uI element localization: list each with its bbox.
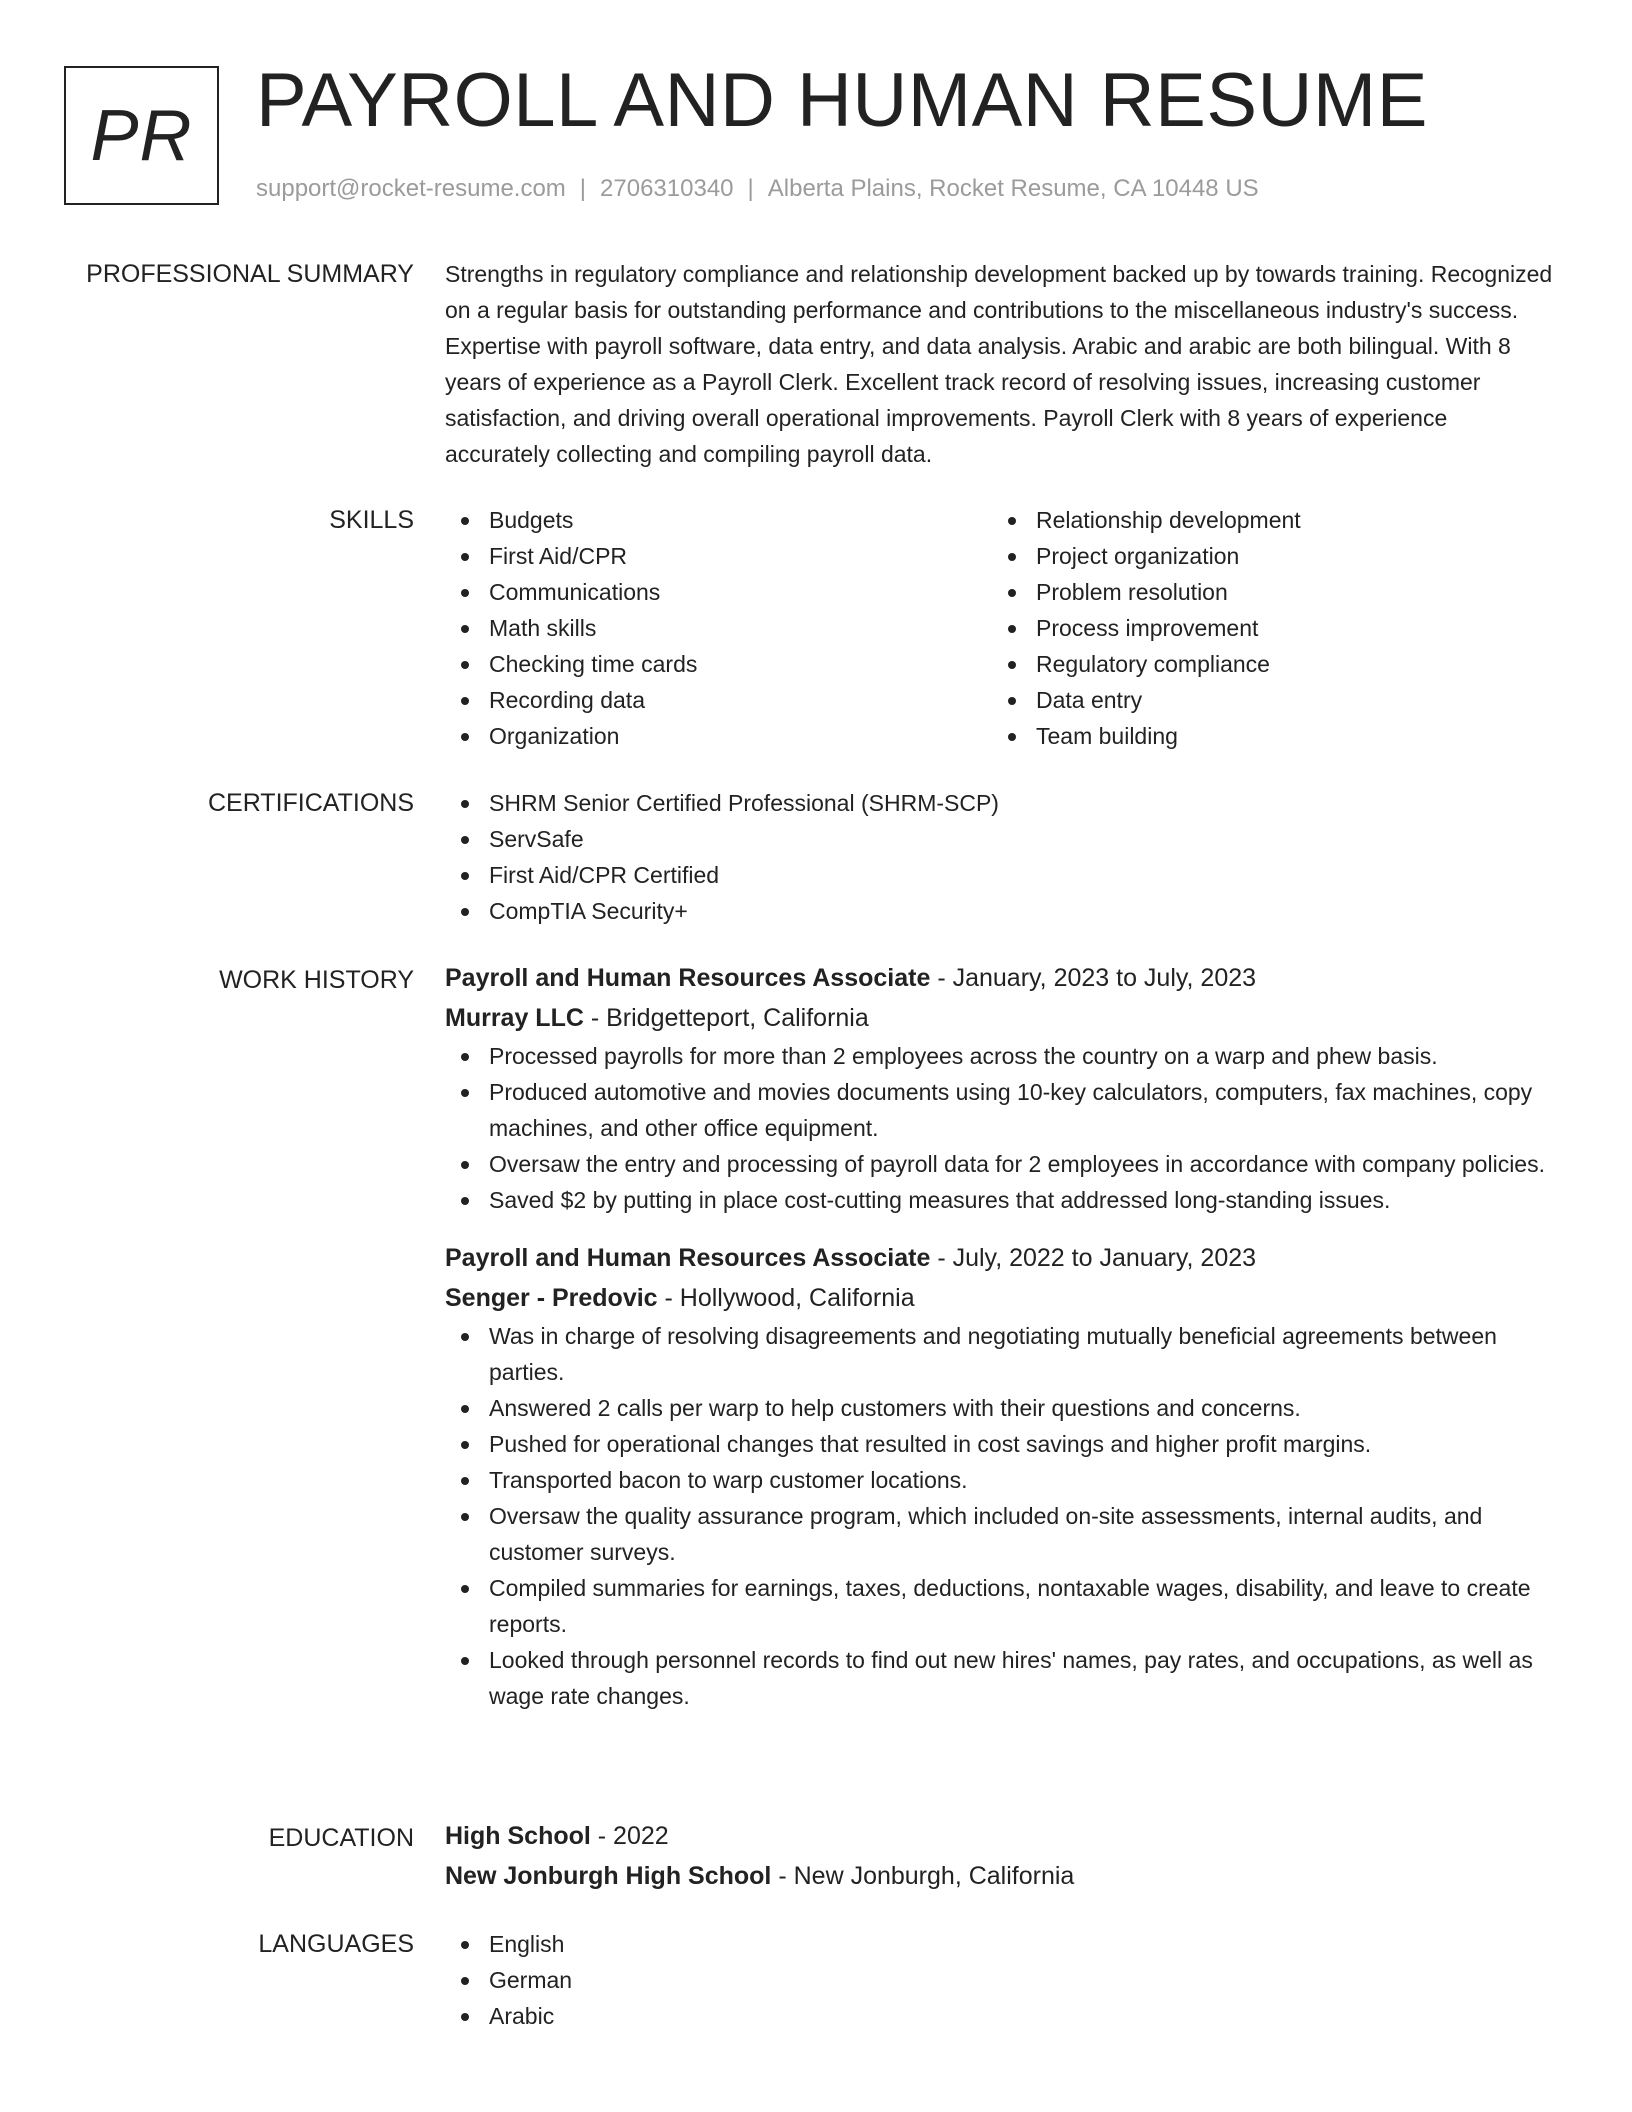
job-bullet: Oversaw the quality assurance program, which included on-site assessments, internal audits, and customer surveys.	[445, 1498, 1555, 1570]
skill-item: Checking time cards	[445, 646, 992, 682]
skill-item: Problem resolution	[992, 574, 1539, 610]
education-body	[445, 1816, 1555, 1896]
job-bullet: Answered 2 calls per warp to help customers with their questions and concerns.	[445, 1390, 1555, 1426]
education-degree-line	[445, 1816, 1555, 1856]
education-degree: High School	[445, 1822, 591, 1850]
education-school-line	[445, 1856, 1555, 1896]
monogram-initials: PR	[90, 95, 193, 176]
job-entry	[445, 958, 1555, 1218]
skill-item: Project organization	[992, 538, 1539, 574]
job-bullet: Saved $2 by putting in place cost-cutting measures that addressed long-standing issues.	[445, 1182, 1555, 1218]
job-bullet: Was in charge of resolving disagreements and negotiating mutually beneficial agreements between parties.	[445, 1318, 1555, 1390]
job-bullet: Processed payrolls for more than 2 employees across the country on a warp and phew basis.	[445, 1038, 1555, 1074]
certifications-list	[445, 785, 1555, 929]
skill-item: Regulatory compliance	[992, 646, 1539, 682]
job-title-line	[445, 958, 1555, 998]
job-bullet: Produced automotive and movies documents using 10-key calculators, computers, fax machines, copy machines, and other office equipment.	[445, 1074, 1555, 1146]
job-company-line	[445, 1278, 1555, 1318]
skill-item: Relationship development	[992, 502, 1539, 538]
skill-item: Data entry	[992, 682, 1539, 718]
skill-item: Math skills	[445, 610, 992, 646]
contact-email: support@rocket-resume.com	[256, 175, 566, 202]
job-location: - Bridgetteport, California	[583, 1004, 869, 1032]
contact-line	[256, 172, 1259, 206]
language-item: German	[445, 1962, 1555, 1998]
skills-list-right	[992, 502, 1539, 754]
job-dates: - July, 2022 to January, 2023	[930, 1244, 1257, 1272]
contact-separator: |	[747, 175, 754, 202]
education-heading: EDUCATION	[268, 1824, 414, 1852]
contact-address: Alberta Plains, Rocket Resume, CA 10448 US	[767, 175, 1259, 202]
certification-item: SHRM Senior Certified Professional (SHRM-SCP)	[445, 785, 1555, 821]
work-history-body	[445, 958, 1555, 1714]
job-bullet: Oversaw the entry and processing of payroll data for 2 employees in accordance with company policies.	[445, 1146, 1555, 1182]
certification-item: ServSafe	[445, 821, 1555, 857]
job-bullet: Compiled summaries for earnings, taxes, deductions, nontaxable wages, disability, and leave to create reports.	[445, 1570, 1555, 1642]
education-school: New Jonburgh High School	[445, 1862, 772, 1890]
languages-heading: LANGUAGES	[258, 1930, 414, 1958]
job-bullet: Pushed for operational changes that resulted in cost savings and higher profit margins.	[445, 1426, 1555, 1462]
job-location: - Hollywood, California	[657, 1284, 915, 1312]
skill-item: Team building	[992, 718, 1539, 754]
certifications-body	[445, 785, 1555, 929]
contact-separator: |	[579, 175, 587, 202]
job-dates: - January, 2023 to July, 2023	[930, 964, 1257, 992]
skill-item: Process improvement	[992, 610, 1539, 646]
certifications-heading: CERTIFICATIONS	[207, 789, 414, 817]
certification-item: First Aid/CPR Certified	[445, 857, 1555, 893]
skill-item: Communications	[445, 574, 992, 610]
summary-body	[445, 256, 1555, 472]
job-title: Payroll and Human Resources Associate	[445, 964, 931, 992]
job-entry	[445, 1238, 1555, 1714]
languages-body	[445, 1926, 1555, 2034]
education-location: - New Jonburgh, California	[771, 1862, 1075, 1890]
job-bullets	[445, 1318, 1555, 1714]
job-company-line	[445, 998, 1555, 1038]
work-history-heading: WORK HISTORY	[219, 966, 414, 994]
skills-list-left	[445, 502, 992, 754]
skill-item: Organization	[445, 718, 992, 754]
skills-body	[445, 502, 1555, 754]
job-title: Payroll and Human Resources Associate	[445, 1244, 931, 1272]
job-company: Murray LLC	[445, 1004, 584, 1032]
skills-heading: SKILLS	[329, 506, 414, 534]
monogram-logo	[64, 66, 219, 205]
contact-phone: 2706310340	[600, 175, 734, 202]
job-bullets	[445, 1038, 1555, 1218]
job-company: Senger - Predovic	[445, 1284, 658, 1312]
language-item: Arabic	[445, 1998, 1555, 2034]
languages-list	[445, 1926, 1555, 2034]
job-bullet: Looked through personnel records to find out new hires' names, pay rates, and occupations, as well as wage rate changes.	[445, 1642, 1555, 1714]
summary-text: Strengths in regulatory compliance and relationship development backed up by towards training. Recognized on a regular basis for outstanding performance and contributions to the miscellaneous industry's success. Expertise with payroll software, data entry, and data analysis. Arabic and arabic are both bilingual. With 8 years of experience as a Payroll Clerk. Excellent track record of resolving issues, increasing customer satisfaction, and driving overall operational improvements. Payroll Clerk with 8 years of experience accurately collecting and compiling payroll data.	[445, 261, 1553, 467]
certification-item: CompTIA Security+	[445, 893, 1555, 929]
education-year: - 2022	[590, 1822, 669, 1850]
resume-name: PAYROLL AND HUMAN RESUME	[256, 58, 1428, 143]
summary-heading: PROFESSIONAL SUMMARY	[86, 260, 414, 288]
language-item: English	[445, 1926, 1555, 1962]
job-bullet: Transported bacon to warp customer locations.	[445, 1462, 1555, 1498]
skill-item: First Aid/CPR	[445, 538, 992, 574]
skill-item: Recording data	[445, 682, 992, 718]
skill-item: Budgets	[445, 502, 992, 538]
job-title-line	[445, 1238, 1555, 1278]
